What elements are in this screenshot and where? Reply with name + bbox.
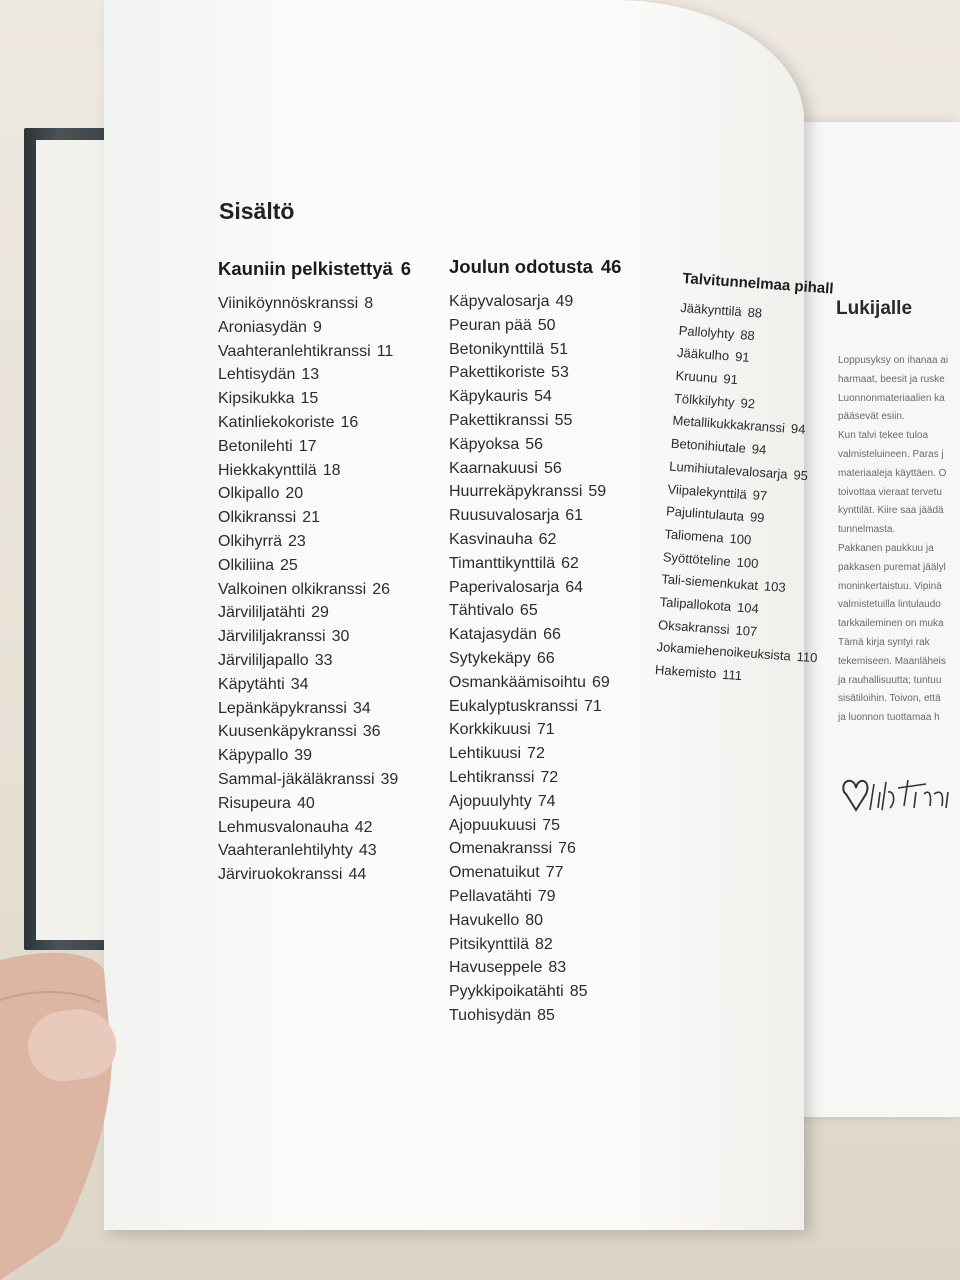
toc-entry-name: Tähtivalo <box>449 602 514 620</box>
toc-entry-name: Omenakranssi <box>449 840 553 858</box>
toc-entry <box>449 361 621 385</box>
toc-entry-name: Järviruokokranssi <box>218 866 343 884</box>
toc-entry-name: Kaarnakuusi <box>449 459 538 477</box>
toc-entry-page: 65 <box>519 602 538 620</box>
toc-entry <box>218 792 411 816</box>
toc-entry-name: Jääkulho <box>676 345 730 364</box>
toc-entry-name: Lehtisydän <box>218 366 296 384</box>
toc-entry-page: 42 <box>354 818 373 836</box>
toc-entry-page: 33 <box>314 651 333 669</box>
toc-entry-name: Lehtikuusi <box>449 745 522 763</box>
toc-entry-page: 62 <box>561 554 579 572</box>
section-heading: Joulun odotusta 46 <box>449 256 622 277</box>
toc-entry-page: 21 <box>302 509 321 527</box>
toc-entry-page: 15 <box>300 390 319 408</box>
toc-entry-page: 20 <box>285 485 304 503</box>
toc-entry-page: 91 <box>734 349 751 366</box>
toc-entry <box>449 718 621 742</box>
toc-entry <box>449 671 621 695</box>
right-page-line: ja luonnon tuottamaa h <box>838 712 940 724</box>
toc-entry <box>449 909 621 933</box>
toc-entry-name: Olkikranssi <box>218 509 297 527</box>
toc-entry-name: Viiniköynnöskranssi <box>218 295 359 312</box>
toc-entry-page: 100 <box>736 554 759 571</box>
toc-entry-page: 95 <box>792 467 809 484</box>
right-page-line: valmisteluineen. Paras j <box>838 448 944 460</box>
toc-entry-name: Hiekkakynttilä <box>218 461 317 479</box>
toc-entry <box>218 816 411 840</box>
toc-entry-page: 100 <box>729 530 752 548</box>
toc-entry-name: Eukalyptuskranssi <box>449 697 578 715</box>
toc-entry <box>218 697 411 721</box>
toc-entry-page: 104 <box>736 599 760 617</box>
section-heading: Kauniin pelkistettyä 6 <box>218 258 412 279</box>
toc-entry-page: 64 <box>565 578 584 596</box>
toc-entry-page: 88 <box>739 326 756 343</box>
toc-entry-name: Sytykekäpy <box>449 649 531 667</box>
page-title: Sisältö <box>219 198 295 224</box>
toc-entry <box>449 623 621 647</box>
toc-entry-name: Omenatuikut <box>449 864 540 882</box>
toc-entry <box>218 316 411 340</box>
toc-entry-page: 92 <box>740 395 756 412</box>
toc-entry-page: 66 <box>543 626 561 644</box>
toc-entry <box>218 744 411 768</box>
toc-entry-page: 39 <box>294 747 313 765</box>
toc-entry-name: Tölkkilyhty <box>673 390 736 410</box>
toc-entry-page: 13 <box>301 366 320 384</box>
toc-entry-page: 85 <box>537 1006 555 1024</box>
right-page-line: sisätiloihin. Toivon, että <box>838 693 941 705</box>
toc-entry <box>449 980 621 1004</box>
toc-entry-page: 36 <box>362 723 381 741</box>
right-page-line: tunnelmasta. <box>838 524 896 536</box>
toc-entry-name: Käpytähti <box>218 675 285 693</box>
toc-entry-name: Pallolyhty <box>678 322 735 342</box>
toc-entry-page: 61 <box>565 507 584 525</box>
right-page-line: materiaaleja käyttäen. O <box>838 467 947 479</box>
toc-entry-name: Järvililjatähti <box>218 604 306 622</box>
toc-entry-page: 11 <box>376 342 394 360</box>
toc-entry <box>449 861 621 885</box>
toc-entry-name: Havuseppele <box>449 959 543 977</box>
toc-entry-name: Järvililjakranssi <box>218 628 326 646</box>
toc-entry <box>218 387 411 411</box>
toc-entry-page: 111 <box>721 666 743 684</box>
toc-entry-name: Käpyvalosarja <box>449 293 550 310</box>
toc-entry <box>218 363 411 387</box>
toc-entry-page: 66 <box>536 649 555 667</box>
toc-entry-page: 23 <box>288 532 306 550</box>
toc-entry <box>449 742 621 766</box>
toc-entry-page: 82 <box>535 935 553 953</box>
toc-entry-name: Kipsikukka <box>218 390 295 408</box>
toc-entry-page: 80 <box>525 911 544 929</box>
toc-entry-name: Lepänkäpykranssi <box>218 699 347 717</box>
toc-entry-page: 110 <box>796 649 818 666</box>
toc-entry-page: 54 <box>534 388 552 406</box>
handwritten-signature <box>836 762 960 822</box>
toc-entry-page: 34 <box>290 675 309 693</box>
right-page-title: Lukijalle <box>836 298 913 319</box>
toc-entry <box>449 766 621 790</box>
toc-entry-name: Pyykkipoikatähti <box>449 983 564 1001</box>
toc-entry-name: Ajopuulyhty <box>449 792 532 810</box>
toc-entry-page: 97 <box>752 486 768 503</box>
toc-entry-page: 91 <box>722 371 739 388</box>
toc-entry <box>218 625 411 649</box>
toc-entry-page: 34 <box>352 699 371 717</box>
toc-entry-page: 85 <box>569 983 588 1001</box>
toc-entry-name: Tuohisydän <box>449 1006 532 1024</box>
toc-entry <box>449 480 621 504</box>
toc-entry <box>218 863 411 887</box>
toc-entry <box>449 409 621 433</box>
toc-entry-name: Huurrekäpykranssi <box>449 483 583 501</box>
toc-entry-name: Olkihyrrä <box>218 532 283 550</box>
right-page-line: pääsevät esiin. <box>838 411 905 423</box>
toc-entry-page: 69 <box>591 673 610 691</box>
right-page-line: tekemiseen. Maanläheis <box>838 655 946 667</box>
toc-entry-name: Sammal-jäkäläkranssi <box>218 770 375 788</box>
toc-entry <box>449 385 621 409</box>
right-page-line: valmistetuilla lintulaudo <box>838 599 941 611</box>
toc-column-2 <box>449 256 621 1028</box>
right-page-line: tarkkaileminen on muka <box>838 618 944 630</box>
toc-entry-page: 39 <box>380 770 399 788</box>
toc-entry-page: 62 <box>538 530 557 548</box>
toc-entry-name: Vaahteranlehtilyhty <box>218 842 353 860</box>
toc-entry <box>449 885 621 909</box>
toc-entry-name: Lehmusvalonauha <box>218 818 349 836</box>
toc-entry-name: Olkipallo <box>218 485 280 503</box>
toc-entry <box>218 459 411 483</box>
toc-entry <box>218 530 411 554</box>
toc-entry-name: Taliomena <box>664 526 725 546</box>
toc-entry-name: Järvililjapallo <box>218 651 309 669</box>
toc-entry-name: Metallikukkakranssi <box>671 413 786 436</box>
toc-entry-name: Käpypallo <box>218 747 289 765</box>
toc-entry <box>449 790 621 814</box>
toc-entry-page: 29 <box>311 604 329 622</box>
toc-entry-page: 26 <box>372 580 391 598</box>
toc-entry-name: Betonilehti <box>218 437 293 455</box>
toc-entry <box>449 695 621 719</box>
right-page-line: Loppusyksy on ihanaa ai <box>838 355 949 366</box>
toc-entry <box>449 314 621 338</box>
toc-entry <box>218 720 411 744</box>
toc-entry-page: 55 <box>554 411 573 429</box>
toc-entry-name: Katinliekokoriste <box>218 413 335 431</box>
toc-entry-name: Oksakranssi <box>657 616 731 637</box>
toc-entry-page: 94 <box>790 421 806 438</box>
toc-entry-name: Kruunu <box>675 367 718 386</box>
toc-entry-name: Vaahteranlehtikranssi <box>218 342 371 360</box>
toc-entry-name: Ruusuvalosarja <box>449 507 560 525</box>
hand-holding-page <box>0 940 120 1280</box>
toc-entry-name: Pitsikynttilä <box>449 935 530 953</box>
right-page-line: Luonnonmateriaalien ka <box>838 392 945 404</box>
toc-entry-name: Lehtikranssi <box>449 768 535 786</box>
toc-entry-page: 25 <box>280 556 298 574</box>
toc-entry-page: 30 <box>331 628 350 646</box>
toc-entry-page: 103 <box>763 578 787 596</box>
toc-entry-page: 40 <box>296 794 315 812</box>
toc-entry-name: Pakettikoriste <box>449 364 546 382</box>
toc-entry-page: 50 <box>537 316 556 334</box>
toc-entry-page: 71 <box>536 721 555 739</box>
section-heading: Talvitunnelmaa pihall <box>681 270 835 298</box>
toc-entry <box>218 340 411 364</box>
toc-entry-page: 49 <box>555 293 574 310</box>
toc-entry-page: 43 <box>358 842 377 860</box>
toc-entry-name: Kasvinauha <box>449 530 533 548</box>
toc-entry-name: Korkkikuusi <box>449 721 531 739</box>
toc-entry <box>449 814 621 838</box>
toc-entry-page: 77 <box>545 864 564 882</box>
toc-entry-name: Betonihiutale <box>670 435 747 456</box>
toc-entry <box>449 933 621 957</box>
toc-entry-page: 72 <box>527 745 545 763</box>
toc-entry-name: Viipalekynttilä <box>667 480 748 502</box>
toc-entry <box>218 839 411 863</box>
right-page-line: toivottaa vieraat tervetu <box>838 486 942 498</box>
toc-entry-name: Ajopuukuusi <box>449 816 537 834</box>
toc-entry-page: 53 <box>551 364 569 382</box>
toc-entry <box>449 599 621 623</box>
toc-entry-page: 51 <box>550 340 568 358</box>
toc-entry <box>218 292 411 316</box>
toc-entry-page: 76 <box>558 840 576 858</box>
toc-entry-page: 83 <box>548 959 567 977</box>
right-page-line: Kun talvi tekee tuloa <box>838 430 929 442</box>
toc-entry-name: Jääkynttilä <box>679 299 743 320</box>
toc-entry-name: Hakemisto <box>654 662 717 682</box>
toc-entry <box>218 482 411 506</box>
toc-entry-name: Havukello <box>449 911 520 929</box>
right-page-line: ja rauhallisuutta; tuntuu <box>838 674 942 686</box>
toc-entry-page: 88 <box>747 304 763 321</box>
toc-entry-name: Pajulintulauta <box>665 503 745 525</box>
toc-entry-page: 56 <box>543 459 562 477</box>
toc-entry-name: Risupeura <box>218 794 291 812</box>
right-page-line: harmaat, beesit ja ruske <box>838 373 945 385</box>
toc-entry <box>218 673 411 697</box>
toc-entry-name: Valkoinen olkikranssi <box>218 580 367 598</box>
toc-entry <box>218 435 411 459</box>
toc-entry <box>449 504 621 528</box>
toc-entry-page: 79 <box>537 887 556 905</box>
toc-entry-name: Käpyoksa <box>449 435 520 453</box>
toc-entry <box>449 528 621 552</box>
toc-entry-page: 9 <box>312 318 322 336</box>
toc-entry-name: Betonikynttilä <box>449 340 545 358</box>
toc-entry-page: 99 <box>749 509 765 526</box>
toc-entry-page: 44 <box>348 866 367 884</box>
toc-entry-name: Olkiliina <box>218 556 275 574</box>
toc-entry-name: Jokamiehenoikeuksista <box>656 639 792 664</box>
toc-column-3 <box>654 270 844 693</box>
toc-entry-name: Timanttikynttilä <box>449 554 556 572</box>
toc-entry-name: Pellavatähti <box>449 887 532 905</box>
toc-entry-name: Talipallokota <box>659 594 732 615</box>
toc-entry <box>449 338 621 362</box>
toc-entry-page: 18 <box>322 461 341 479</box>
toc-entry-name: Tali-siemenkukat <box>660 571 759 594</box>
toc-entry <box>218 506 411 530</box>
toc-entry-name: Syöttöteline <box>662 548 732 569</box>
toc-entry <box>449 552 621 576</box>
toc-entry <box>449 433 621 457</box>
toc-entry-page: 17 <box>298 437 317 455</box>
toc-entry-page: 94 <box>751 441 767 458</box>
toc-entry <box>449 457 621 481</box>
toc-entry-name: Paperivalosarja <box>449 578 560 596</box>
toc-entry-page: 75 <box>542 816 560 834</box>
toc-entry-page: 59 <box>588 483 607 501</box>
toc-entry-page: 72 <box>540 768 559 786</box>
toc-entry-name: Käpykauris <box>449 388 529 406</box>
toc-entry-page: 8 <box>364 295 374 312</box>
toc-entry <box>218 768 411 792</box>
toc-entry-name: Peuran pää <box>449 316 532 334</box>
toc-entry <box>449 956 621 980</box>
right-page-line: pakkasen puremat jäälyl <box>838 561 946 573</box>
toc-entry-page: 56 <box>525 435 544 453</box>
toc-entry <box>449 1004 621 1028</box>
right-page-line: Tämä kirja syntyi rak <box>838 636 930 648</box>
toc-entry-page: 16 <box>340 413 359 431</box>
right-page-line: moninkertaistuu. Vipinä <box>838 580 942 592</box>
toc-entry-name: Kuusenkäpykranssi <box>218 723 357 741</box>
toc-entry <box>218 601 411 625</box>
toc-entry-page: 71 <box>583 697 602 715</box>
toc-column-1 <box>218 258 411 887</box>
toc-entry-name: Osmankäämisoihtu <box>449 673 586 691</box>
toc-entry <box>218 411 411 435</box>
toc-entry <box>218 554 411 578</box>
right-page-text <box>838 352 960 728</box>
toc-entry <box>449 290 621 314</box>
right-page-line: Pakkanen paukkuu ja <box>838 542 934 554</box>
toc-entry <box>218 578 411 602</box>
toc-entry-name: Katajasydän <box>449 626 538 644</box>
right-page-line: kynttilät. Kiire saa jäädä <box>838 505 944 517</box>
toc-entry-name: Aroniasydän <box>218 318 307 336</box>
toc-entry-name: Lumihiutalevalosarja <box>668 458 789 482</box>
toc-entry-page: 107 <box>735 622 758 639</box>
toc-entry <box>449 576 621 600</box>
toc-entry <box>449 647 621 671</box>
toc-entry-page: 74 <box>537 792 556 810</box>
toc-entry <box>449 837 621 861</box>
toc-entry <box>218 649 411 673</box>
toc-entry-name: Pakettikranssi <box>449 411 549 429</box>
